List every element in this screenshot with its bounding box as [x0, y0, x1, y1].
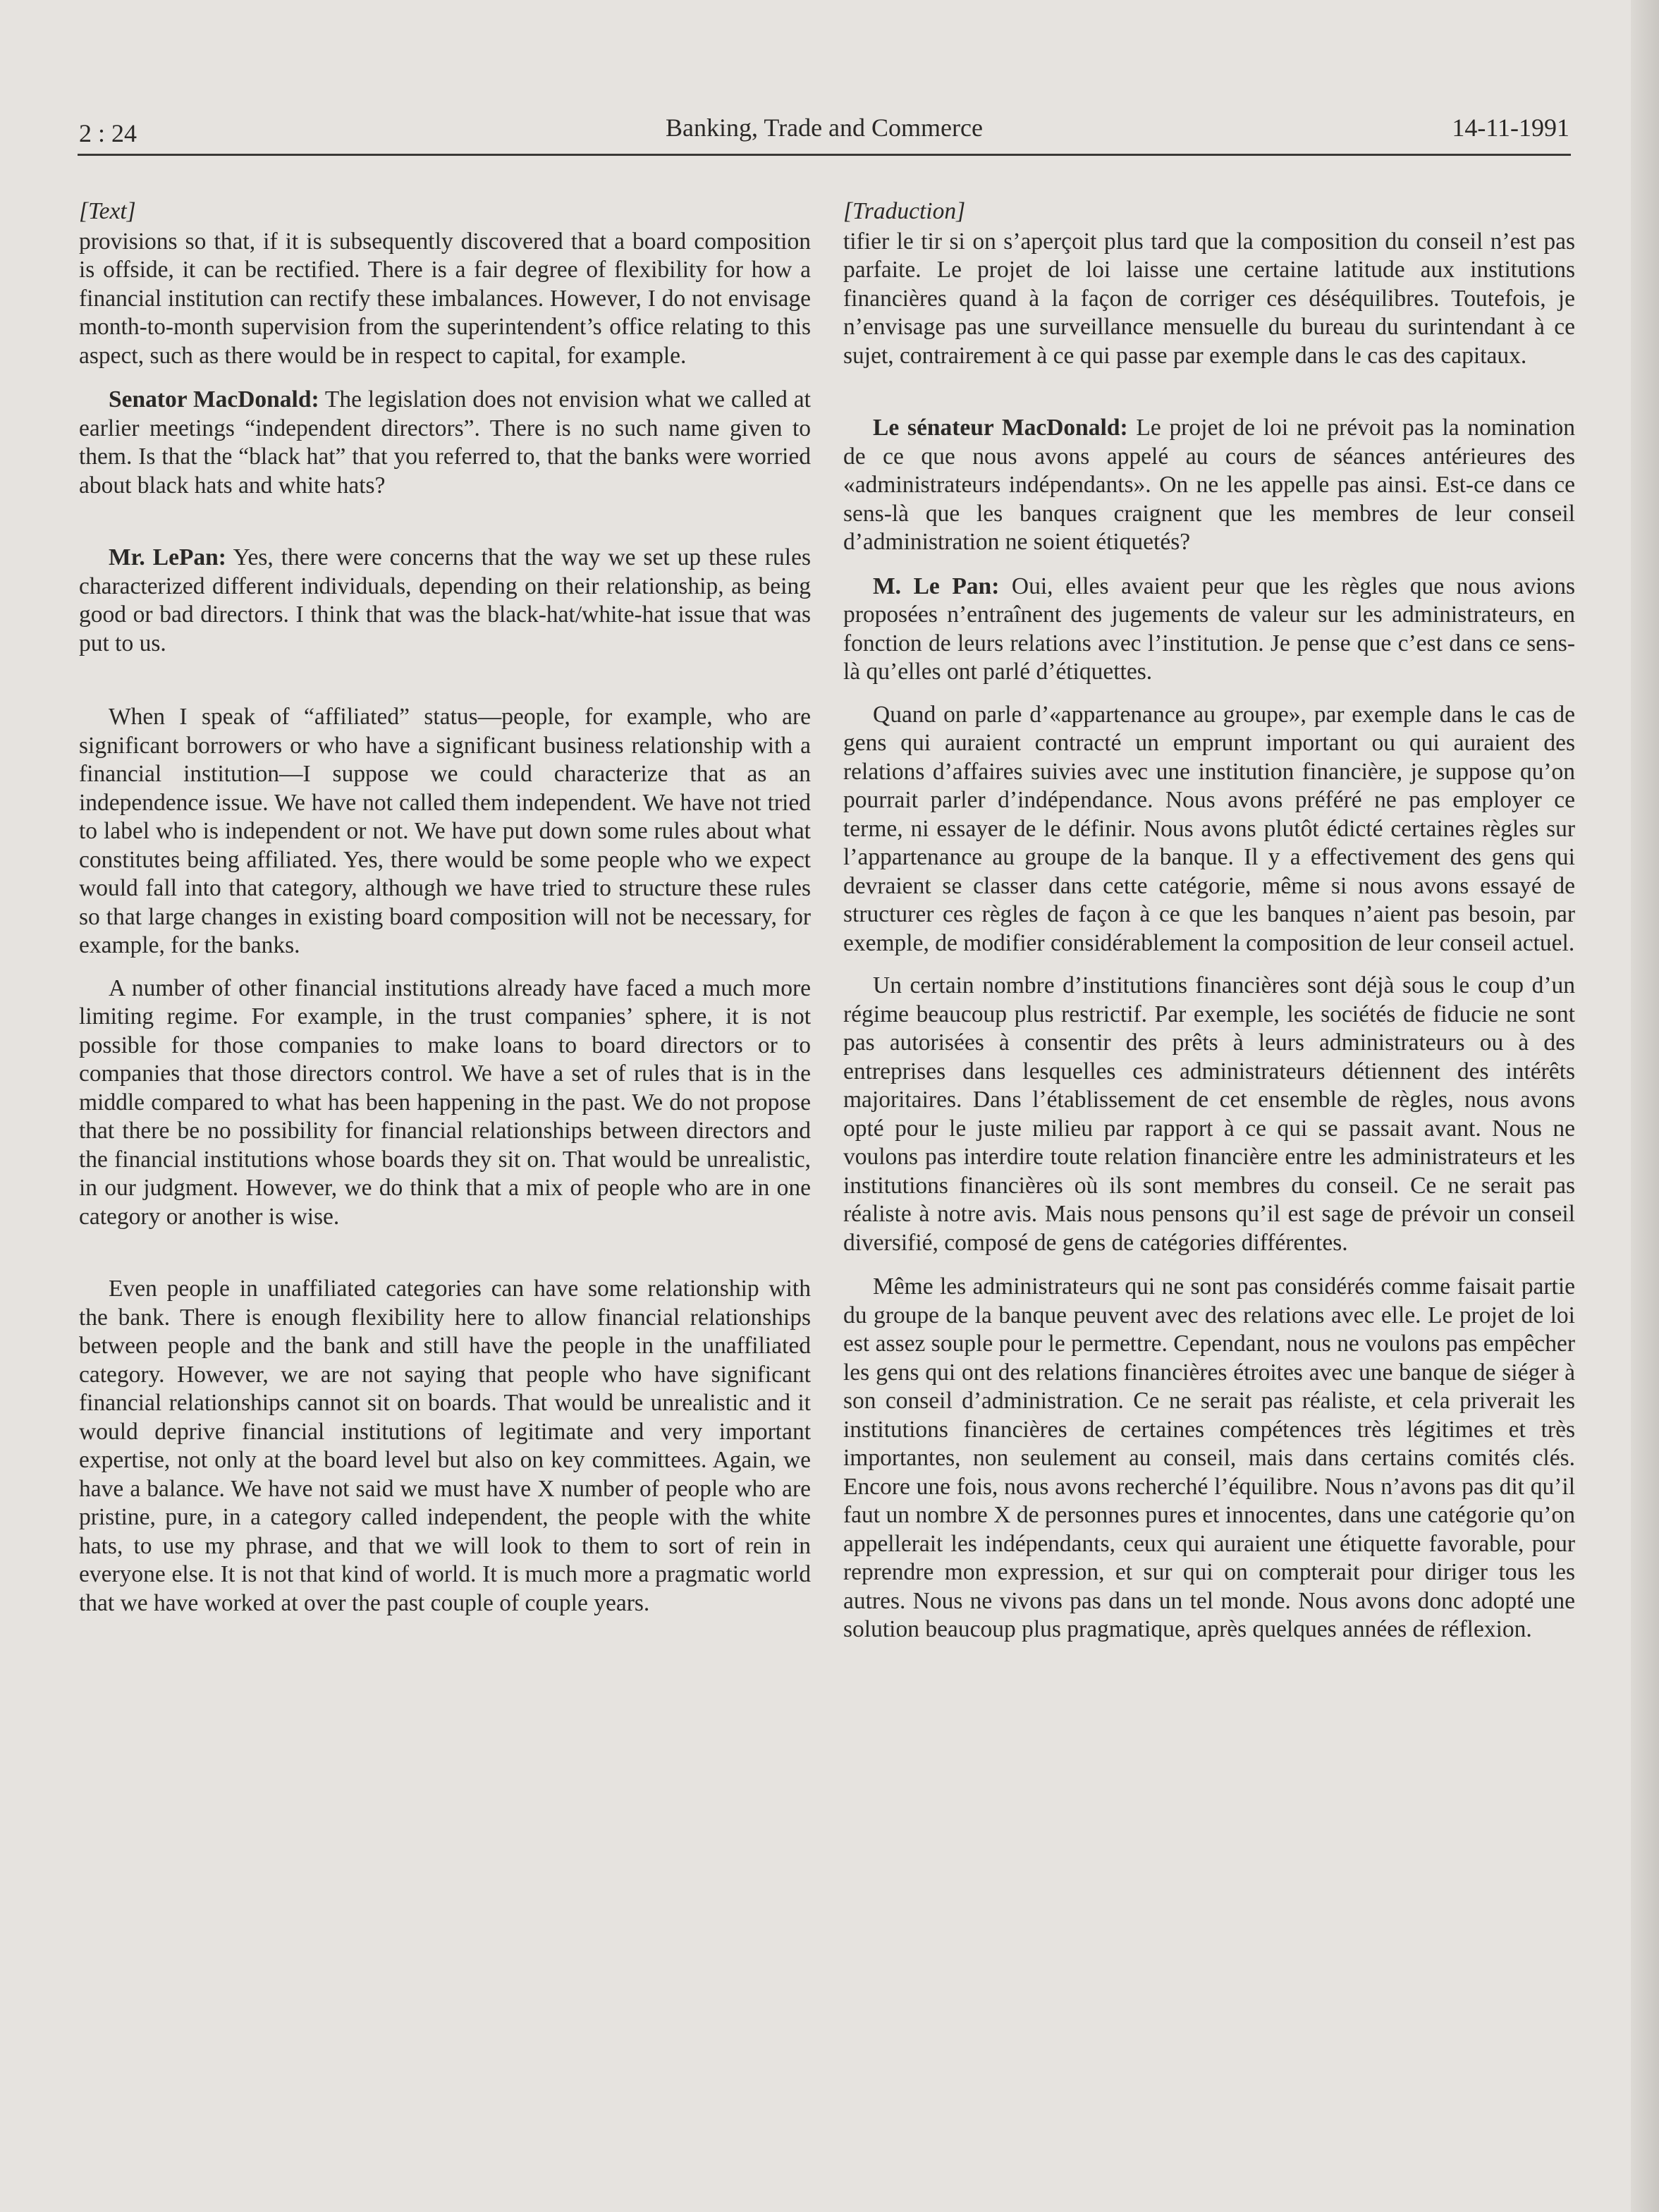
speaker-name: M. Le Pan: [873, 573, 1000, 599]
paragraph [843, 573, 1575, 687]
header-rule [78, 154, 1571, 156]
column-tag: [Traduction] [843, 198, 966, 224]
paragraph: provisions so that, if it is subsequently discovered that a board composition is offside, it can be rectified. There is a fair degree of flexibility for how a financial institution can rectify these imbalances. However, I do not envisage month-to-month supervision from the superintendent’s office relating to this aspect, such as there would be in respect to capital, for example. [79, 228, 811, 369]
paragraph: Quand on parle d’«appartenance au groupe», par exemple dans le cas de gens qui auraient contracté un emprunt important ou qui auraient des relations d’affaires suivies avec une institution financière, je suppose qu’on pourrait parler d’indépendance. Nous avons préféré ne pas employer ce terme, ni essayer de le définir. Nous avons plutôt édicté certaines règles sur l’appartenance au groupe de la banque. Il y a effectivement des gens qui devraient se classer dans cette catégorie, même si nous avons essayé de structurer ces règles de façon à ce que les banques n’aient pas besoin, par exemple, de modifier considérablement la composition de leur conseil actuel. [843, 701, 1575, 956]
page-number: 2 : 24 [79, 119, 137, 147]
paragraph-text: Yes, there were concerns that the way we set up these rules characterized different individuals, depending on their relationship, as being good or bad directors. I think that was the black-hat/white-hat issue that was put to us. [79, 544, 811, 656]
column-tag: [Text] [79, 198, 136, 224]
paragraph [79, 544, 811, 658]
english-column [79, 197, 811, 1618]
paragraph [843, 414, 1575, 557]
paragraph: Un certain nombre d’institutions financières sont déjà sous le coup d’un régime beaucoup plus restrictif. Par exemple, les sociétés de fiducie ne sont pas autorisées à consentir des prêts à leurs administrateurs ou à des entreprises dans lesquelles ces administrateurs détiennent des intérêts majoritaires. Dans l’établissement de cet ensemble de règles, nous avons opté pour le juste milieu par rapport à ce qui se passait avant. Nous ne voulons pas interdire toute relation financière entre les administrateurs et les institutions financières où ils sont membres du conseil. Ce ne serait pas réaliste à notre avis. Mais nous pensons qu’il est sage de prévoir un conseil diversifié, composé de gens de catégories différentes. [843, 972, 1575, 1256]
speaker-name: Le sénateur MacDonald: [873, 415, 1128, 441]
paragraph [79, 386, 811, 500]
paragraph: When I speak of “affiliated” status—people, for example, who are significant borrowers or who have a significant business relationship with a financial institution—I suppose we could characterize that as an independence issue. We have not called them independent. We have not tried to label who is independent or not. We have put down some rules about what constitutes being affiliated. Yes, there would be some people who we expect would fall into that category, although we have tried to structure these rules so that large changes in existing board composition will not be necessary, for example, for the banks. [79, 704, 811, 958]
french-column [843, 197, 1575, 1644]
paragraph: Même les administrateurs qui ne sont pas considérés comme faisait partie du groupe de la banque peuvent avec des relations avec elle. Le projet de loi est assez souple pour le permettre. Cependant, nous ne voulons pas empêcher les gens qui ont des relations financières étroites avec une banque de siéger à son conseil d’administration. Ce ne serait pas réaliste, et cela priverait les institutions financières de certaines compétences très légitimes et très importantes, non seulement au conseil, mais dans certains comités clés. Encore une fois, nous avons recherché l’équilibre. Nous n’avons pas dit qu’il faut un nombre X de personnes pures et innocentes, dans une catégorie qu’on appellerait les indépendants, ceux qui auraient une étiquette favorable, pour reprendre mon expression, et sur qui on compterait pour diriger tous les autres. Nous ne vivons pas dans un tel monde. Nous avons donc adopté une solution beaucoup plus pragmatique, après quelques années de réflexion. [843, 1273, 1575, 1642]
running-title: Banking, Trade and Commerce [666, 114, 983, 142]
paragraph: Even people in unaffiliated categories can have some relationship with the bank. There is enough flexibility here to allow financial relationships between people and the bank and still have the people in the unaffiliated category. However, we are not saying that people who have significant financial relationships cannot sit on boards. That would be unrealistic and it would deprive financial institutions of legitimate and very important expertise, not only at the board level but also on key committees. Again, we have a balance. We have not said we must have X number of people who are pristine, pure, in a category called independent, the people with the white hats, to use my phrase, and that we will look to them to sort of rein in everyone else. It is not that kind of world. It is much more a pragmatic world that we have worked at over the past couple of couple years. [79, 1276, 811, 1616]
speaker-name: Senator MacDonald: [109, 386, 319, 413]
speaker-name: Mr. LePan: [109, 544, 226, 570]
paragraph: A number of other financial institutions already have faced a much more limiting regime. For example, in the trust companies’ sphere, it is not possible for those companies to make loans to board directors or to companies that those directors control. We have a set of rules that is in the middle compared to what has been happening in the past. We do not propose that there be no possibility for financial relationships between directors and the financial institutions whose boards they sit on. That would be unrealistic, in our judgment. However, we do think that a mix of people who are in one category or another is wise. [79, 974, 811, 1230]
paragraph-text: Oui, elles avaient peur que les règles que nous avions proposées n’entraînent des jugements de valeur sur les administrateurs, en fonction de leurs relations avec l’institution. Je pense que c’est dans ce sens-là qu’elles ont parlé d’étiquettes. [843, 573, 1575, 685]
page-header [79, 113, 1569, 152]
paragraph-text: The legislation does not envision what we called at earlier meetings “independent directors”. There is no such name given to them. Is that the “black hat” that you referred to, that the banks were worried about black hats and white hats? [79, 386, 811, 499]
paragraph: tifier le tir si on s’aperçoit plus tard que la composition du conseil n’est pas parfaite. Le projet de loi laisse une certaine latitude aux institutions financières quand à la façon de corriger ces déséquilibres. Toutefois, je n’envisage pas une surveillance mensuelle du bureau du surintendant à ce sujet, contrairement à ce qui passe par exemple dans le cas des capitaux. [843, 228, 1575, 369]
page-date: 14-11-1991 [1452, 114, 1569, 142]
paragraph-text: Le projet de loi ne prévoit pas la nomination de ce que nous avons appelé au cours de séances antérieures des «administrateurs indépendants». On ne les appelle pas ainsi. Est-ce dans ce sens-là que les banques craignent que les membres de leur conseil d’administration ne soient étiquetés? [843, 415, 1575, 555]
page-edge-shadow [1631, 0, 1659, 2212]
